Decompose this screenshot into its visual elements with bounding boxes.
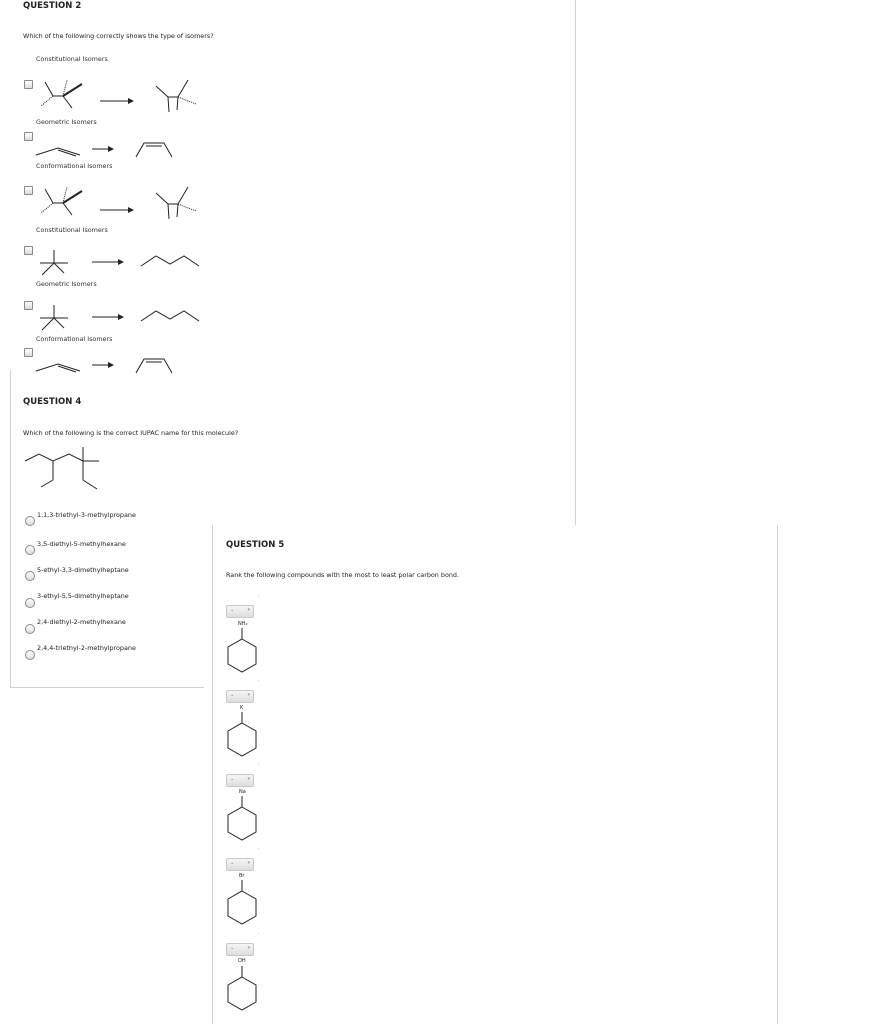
option-label: Conformational Isomers	[36, 162, 113, 170]
option-checkbox[interactable]	[24, 348, 33, 357]
option-checkbox[interactable]	[24, 246, 33, 255]
right-arrow-icon	[92, 146, 114, 152]
question2-title: QUESTION 2	[23, 1, 82, 11]
rank-dropdown[interactable]	[226, 774, 254, 787]
question4-right-border	[575, 380, 576, 525]
answer-radio[interactable]	[25, 545, 35, 555]
right-arrow-icon	[100, 98, 134, 104]
substituent-label: NH₂	[238, 621, 248, 627]
cyclohexane-ring	[226, 711, 258, 761]
question2-left-border	[10, 370, 11, 688]
question2-prompt: Which of the following correctly shows the type of isomers?	[23, 32, 214, 40]
question2-right-border	[575, 0, 576, 380]
cyclohexane-ring	[226, 879, 258, 929]
answer-option-text: 5-ethyl-3,3-dimethylheptane	[37, 566, 129, 574]
option-checkbox[interactable]	[24, 80, 33, 89]
answer-option-text: 2,4-diethyl-2-methylhexane	[37, 618, 126, 626]
question5-prompt: Rank the following compounds with the most to least polar carbon bond.	[226, 571, 459, 579]
substituent-label: K	[240, 705, 244, 711]
molecule-diagram	[36, 187, 216, 222]
answer-radio[interactable]	[25, 650, 35, 660]
option-label: Geometric Isomers	[36, 280, 97, 288]
option-checkbox[interactable]	[24, 301, 33, 310]
answer-option-text: 3,5-diethyl-5-methylhexane	[37, 540, 126, 548]
option-label: Constitutional Isomers	[36, 226, 108, 234]
answer-radio[interactable]	[25, 624, 35, 634]
option-checkbox[interactable]	[24, 132, 33, 141]
rank-dropdown-value: -	[231, 860, 234, 867]
question5-right-border	[777, 525, 778, 1024]
chevron-down-icon: ▾	[247, 692, 250, 698]
substituent-label: Na	[239, 789, 246, 795]
answer-radio[interactable]	[25, 598, 35, 608]
cyclohexane-ring	[226, 965, 258, 1015]
right-arrow-icon	[92, 314, 124, 320]
chevron-down-icon: ▾	[247, 607, 250, 613]
question4-title: QUESTION 4	[23, 397, 82, 407]
right-arrow-icon	[92, 362, 114, 368]
option-label: Geometric Isomers	[36, 118, 97, 126]
question4-prompt: Which of the following is the correct IUPAC name for this molecule?	[23, 429, 239, 437]
answer-option-text: 1,1,3-triethyl-3-methylpropane	[37, 511, 136, 519]
option-checkbox[interactable]	[24, 186, 33, 195]
cyclohexane-ring	[226, 795, 258, 845]
rank-dropdown-value: -	[231, 945, 234, 952]
chevron-down-icon: ▾	[247, 860, 250, 866]
cyclohexane-ring	[226, 627, 258, 677]
rank-dropdown-value: -	[231, 776, 234, 783]
option-label: Conformational Isomers	[36, 335, 113, 343]
chevron-down-icon: ▾	[247, 945, 250, 951]
rank-dropdown-value: -	[231, 692, 234, 699]
separator-dot: .	[258, 761, 260, 767]
substituent-label: OH	[238, 958, 246, 964]
question5-left-border	[212, 525, 213, 1024]
option-label: Constitutional Isomers	[36, 55, 108, 63]
separator-dot: .	[258, 930, 260, 936]
separator-dot: .	[258, 592, 260, 598]
substituent-label: Br	[239, 873, 245, 879]
chevron-down-icon: ▾	[247, 776, 250, 782]
rank-dropdown[interactable]	[226, 690, 254, 703]
answer-radio[interactable]	[25, 516, 35, 526]
answer-option-text: 2,4,4-triethyl-2-methylpropane	[37, 644, 136, 652]
answer-option-text: 3-ethyl-5,5-dimethylheptane	[37, 592, 129, 600]
right-arrow-icon	[92, 259, 124, 265]
separator-dot: .	[258, 677, 260, 683]
right-arrow-icon	[100, 207, 134, 213]
rank-dropdown-value: -	[231, 607, 234, 614]
separator-dot: .	[258, 845, 260, 851]
answer-radio[interactable]	[25, 571, 35, 581]
rank-dropdown[interactable]	[226, 605, 254, 618]
question4-molecule	[25, 447, 115, 497]
question4-bottom-border	[10, 687, 204, 688]
question5-title: QUESTION 5	[226, 540, 285, 550]
rank-dropdown[interactable]	[226, 943, 254, 956]
rank-dropdown[interactable]	[226, 858, 254, 871]
